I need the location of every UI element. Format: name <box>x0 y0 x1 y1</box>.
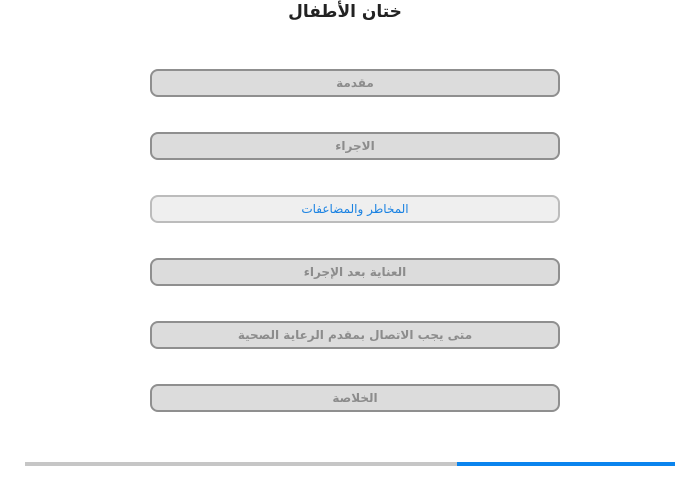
menu-item-procedure[interactable]: الاجراء <box>150 132 560 160</box>
progress-bar-fill <box>457 462 675 466</box>
menu-item-risks-complications[interactable]: المخاطر والمضاعفات <box>150 195 560 223</box>
menu-item-introduction[interactable]: مقدمة <box>150 69 560 97</box>
menu-item-summary[interactable]: الخلاصة <box>150 384 560 412</box>
menu-item-aftercare[interactable]: العناية بعد الإجراء <box>150 258 560 286</box>
topic-menu <box>150 69 560 447</box>
progress-bar-track <box>25 462 675 466</box>
page-title: ختان الأطفال <box>288 2 402 22</box>
menu-item-when-to-call[interactable]: متى يجب الاتصال بمقدم الرعاية الصحية <box>150 321 560 349</box>
